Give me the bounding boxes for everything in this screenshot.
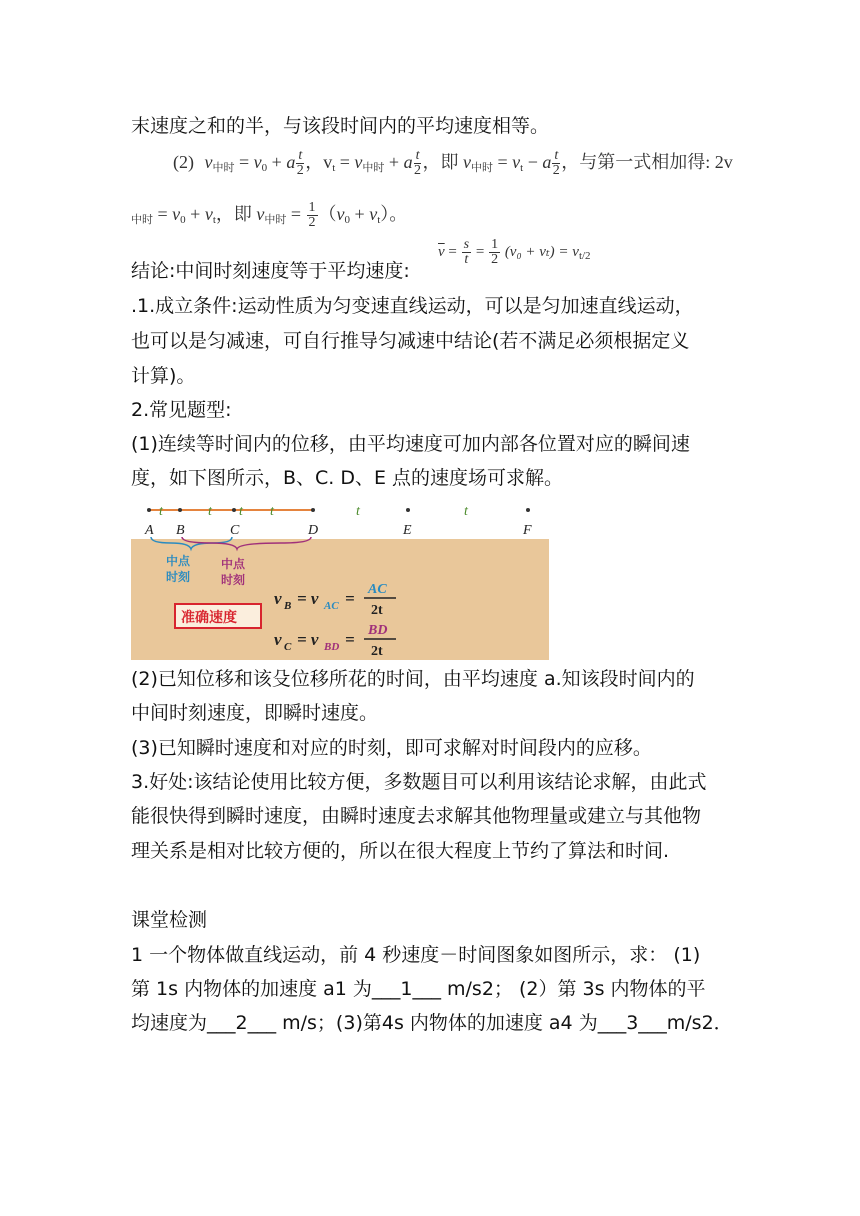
tick-c: C — [230, 523, 240, 538]
type-2-line-2: 中间时刻速度，即瞬时速度。 — [131, 702, 379, 724]
benefit-line-1: 3.好处:该结论使用比较方便，多数题目可以利用该结论求解，由此式 — [131, 771, 707, 793]
vb-equals: = — [345, 589, 355, 608]
paragraph-intro: 末速度之和的半，与该段时间内的平均速度相等。 — [131, 115, 550, 137]
point-b-dot — [178, 508, 182, 512]
t-label-1: t — [159, 504, 163, 519]
midpoint-label-1-line-2: 时刻 — [166, 570, 191, 584]
vc-sub: C — [284, 641, 292, 653]
tick-d: D — [308, 523, 319, 538]
t-label-2: t — [208, 504, 212, 519]
tick-e: E — [403, 523, 412, 538]
vb-sub2: AC — [324, 600, 339, 612]
point-d-dot — [311, 508, 315, 512]
vb-sub: B — [284, 600, 292, 612]
tick-b: B — [176, 523, 185, 538]
vc-num: BD — [368, 623, 388, 638]
conclusion-text: 结论:中间时刻速度等于平均速度: — [131, 260, 410, 282]
accurate-velocity-label: 准确速度 — [181, 610, 237, 626]
average-velocity-figure — [131, 493, 549, 660]
section-heading: 课堂检测 — [131, 909, 208, 931]
t-label-3: t — [239, 504, 243, 519]
question-line-1: 1 一个物体做直线运动，前 4 秒速度－时间图象如图所示，求： (1) — [131, 944, 701, 966]
point-a-dot — [147, 508, 151, 512]
point-e-dot — [406, 508, 410, 512]
type-2-line-1: (2)已知位移和该殳位移所花的时间，由平均速度 a.知该段时间内的 — [131, 668, 695, 690]
tick-a: A — [145, 523, 154, 538]
tick-f: F — [523, 523, 532, 538]
derivation-line-2: $_{中时} = v_0 + v_t$，即 $v_{中时}$ = $\frac{1}{2}$ $(v_0 + v_t)$。 — [131, 200, 408, 231]
point-c-dot — [232, 508, 236, 512]
type-1-line-2: 度，如下图所示，B、C. D、E 点的速度场可求解。 — [131, 467, 564, 489]
benefit-line-3: 理关系是相对比较方便的，所以在很大程度上节约了算法和时间. — [131, 840, 670, 862]
vb-num: AC — [368, 582, 387, 597]
vb-left: v — [274, 589, 282, 608]
vb-den: 2t — [371, 603, 383, 618]
type-1-line-1: (1)连续等时间内的位移，由平均速度可加内部各位置对应的瞬间速 — [131, 433, 690, 455]
average-velocity-formula: $\overline{v}$ = $\frac{s}{t}$ = $\frac{1}{2}$ $(v_0 + v_t) = v_{t/2}$ — [438, 237, 591, 267]
derivation-tail: ，与第一式相加得: 2v — [561, 152, 733, 172]
question-types-heading: 2.常见题型: — [131, 399, 232, 421]
vc-sub2: BD — [324, 641, 340, 653]
vb-mid: = v — [297, 589, 319, 608]
condition-line-3: 计算)。 — [131, 365, 196, 387]
derivation-tag: (2) — [173, 152, 194, 172]
mid-subscript: 中时 — [212, 162, 235, 174]
vc-mid: = v — [297, 630, 319, 649]
derivation-line-1: (2) $v_{中时} = v_0 + a$ $\frac{t}{2}$ ，$v_t = v_{中时} + a$ $\frac{t}{2}$ ，即 $v_{中时} = v_t - a$ $\frac{t}{2}$ ，与第一式相加得: 2v — [173, 148, 733, 179]
t-label-6: t — [464, 504, 468, 519]
ji-text-2: ，即 — [215, 204, 252, 224]
condition-line-2: 也可以是匀减速，可自行推导匀减速中结论(若不满足必须根据定义 — [131, 330, 690, 352]
figure-svg — [131, 493, 549, 660]
type-3-line: (3)已知瞬时速度和对应的时刻，即可求解对时间段内的应移。 — [131, 737, 652, 759]
t-label-5: t — [356, 504, 360, 519]
derivation-end: 。 — [389, 204, 408, 224]
condition-line-1: .1.成立条件:运动性质为匀变速直线运动，可以是匀加速直线运动， — [131, 295, 694, 317]
midpoint-label-1-line-1: 中点 — [166, 554, 191, 568]
comma-vt: ，v — [305, 152, 333, 172]
figure-background — [131, 539, 549, 660]
t-label-4: t — [270, 504, 274, 519]
midpoint-label-2-line-2: 时刻 — [221, 573, 246, 587]
midpoint-label-2-line-1: 中点 — [221, 557, 246, 571]
vc-den: 2t — [371, 644, 383, 659]
point-f-dot — [526, 508, 530, 512]
question-line-2: 第 1s 内物体的加速度 a1 为___1___ m/s2； (2）第 3s 内物体的平 — [131, 978, 706, 1000]
benefit-line-2: 能很快得到瞬时速度，由瞬时速度去求解其他物理量或建立与其他物 — [131, 805, 702, 827]
question-line-3: 均速度为___2___ m/s；(3)第4s 内物体的加速度 a4 为___3___m/s2． — [131, 1012, 733, 1034]
vc-equals: = — [345, 630, 355, 649]
vc-left: v — [274, 630, 282, 649]
ji-text: ，即 — [422, 152, 459, 172]
